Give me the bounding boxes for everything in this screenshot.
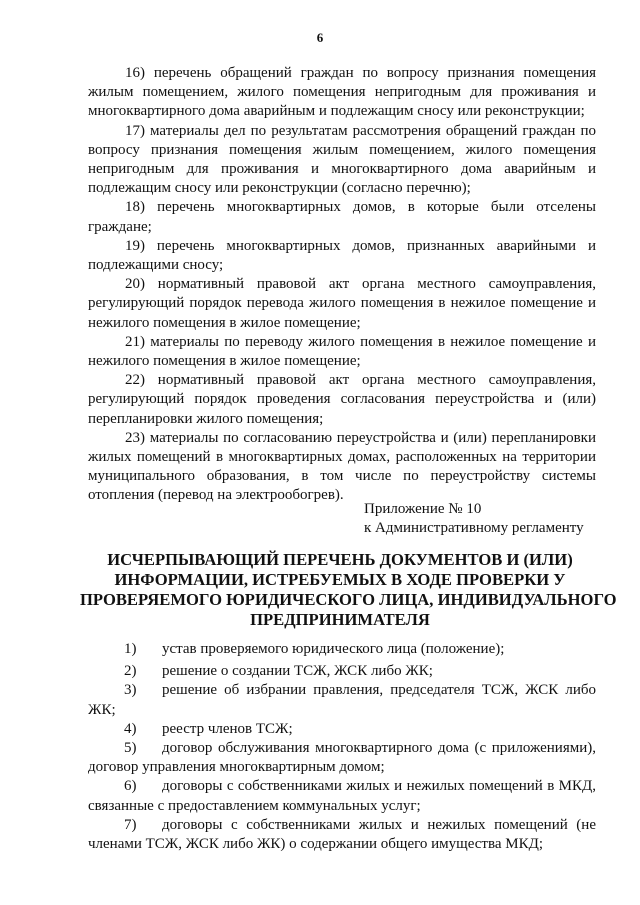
paragraph-item-17: 17) материалы дел по результатам рассмотрения обращений граждан по вопросу признания помещения жилым помещением, жилого помещения непригодным для проживания и многоквартирного дома аварийным и подлежащим сносу или реконструкции (согласно перечню); <box>88 122 596 197</box>
list-item-6 <box>88 777 596 815</box>
heading-line-4: ПРЕДПРИНИМАТЕЛЯ <box>250 610 430 629</box>
paragraph-item-22: 22) нормативный правовой акт органа местного самоуправления, регулирующий порядок проведения согласования переустройства и (или) перепланировки жилого помещения; <box>88 372 596 427</box>
page-number: 6 <box>316 30 324 45</box>
section-heading <box>80 550 617 630</box>
list-item-number: 4) <box>124 720 137 737</box>
appendix-reference: к Административному регламенту <box>364 520 584 536</box>
list-item-number: 7) <box>124 816 137 833</box>
list-item-text: договоры с собственниками жилых и нежилых помещений в МКД, связанные с предоставлением коммунальных услуг; <box>88 778 596 814</box>
list-item-1 <box>88 640 596 659</box>
list-item-5 <box>88 739 596 777</box>
appendix-title: Приложение № 10 <box>364 501 482 517</box>
paragraph-item-18: 18) перечень многоквартирных домов, в которые были отселены граждане; <box>88 199 596 235</box>
documents-list <box>88 640 596 854</box>
paragraph-item-21: 21) материалы по переводу жилого помещения в нежилое помещение и нежилого помещения в жилое помещение; <box>88 333 596 370</box>
list-item-7 <box>88 816 596 854</box>
paragraph-item-23: 23) материалы по согласованию переустройства и (или) перепланировки жилых помещений в многоквартирных домах, расположенных на территории муниципального образования, в том числе по переустройству системы отопления (перевод на электрообогрев). <box>88 429 596 504</box>
heading-line-3: ПРОВЕРЯЕМОГО ЮРИДИЧЕСКОГО ЛИЦА, ИНДИВИДУАЛЬНОГО <box>80 590 617 609</box>
list-item-text: реестр членов ТСЖ; <box>162 720 293 737</box>
list-item-2 <box>88 662 596 681</box>
list-item-number: 5) <box>124 740 137 757</box>
paragraph-item-19: 19) перечень многоквартирных домов, признанных аварийными и подлежащими сносу; <box>88 237 596 274</box>
list-item-number: 1) <box>124 641 137 657</box>
list-item-number: 3) <box>124 682 137 699</box>
paragraph-item-20: 20) нормативный правовой акт органа местного самоуправления, регулирующий порядок перевода жилого помещения в нежилое помещение и нежилого помещения в жилое помещение; <box>88 276 596 331</box>
list-item-number: 6) <box>124 778 137 795</box>
list-item-3 <box>88 681 596 719</box>
list-item-4 <box>88 720 596 739</box>
list-item-number: 2) <box>124 663 137 680</box>
list-item-text: решение об избрании правления, председателя ТСЖ, ЖСК либо ЖК; <box>88 682 596 718</box>
list-item-text: договоры с собственниками жилых и нежилых помещений (не членами ТСЖ, ЖСК либо ЖК) о содержании общего имущества МКД; <box>88 816 596 853</box>
list-item-text: решение о создании ТСЖ, ЖСК либо ЖК; <box>162 663 433 680</box>
list-item-text: договор обслуживания многоквартирного дома (с приложениями), договор управления многоквартирным домом; <box>88 740 596 776</box>
items-top-section <box>88 64 596 506</box>
heading-line-1: ИСЧЕРПЫВАЮЩИЙ ПЕРЕЧЕНЬ ДОКУМЕНТОВ И (ИЛИ) <box>107 550 573 569</box>
appendix-note <box>364 500 584 538</box>
paragraph-item-16: 16) перечень обращений граждан по вопросу признания помещения жилым помещением, жилого помещения непригодным для проживания и многоквартирного дома аварийным и подлежащим сносу или реконструкции; <box>88 65 596 120</box>
heading-line-2: ИНФОРМАЦИИ, ИСТРЕБУЕМЫХ В ХОДЕ ПРОВЕРКИ У <box>114 570 566 589</box>
list-item-text: устав проверяемого юридического лица (положение); <box>162 641 505 657</box>
